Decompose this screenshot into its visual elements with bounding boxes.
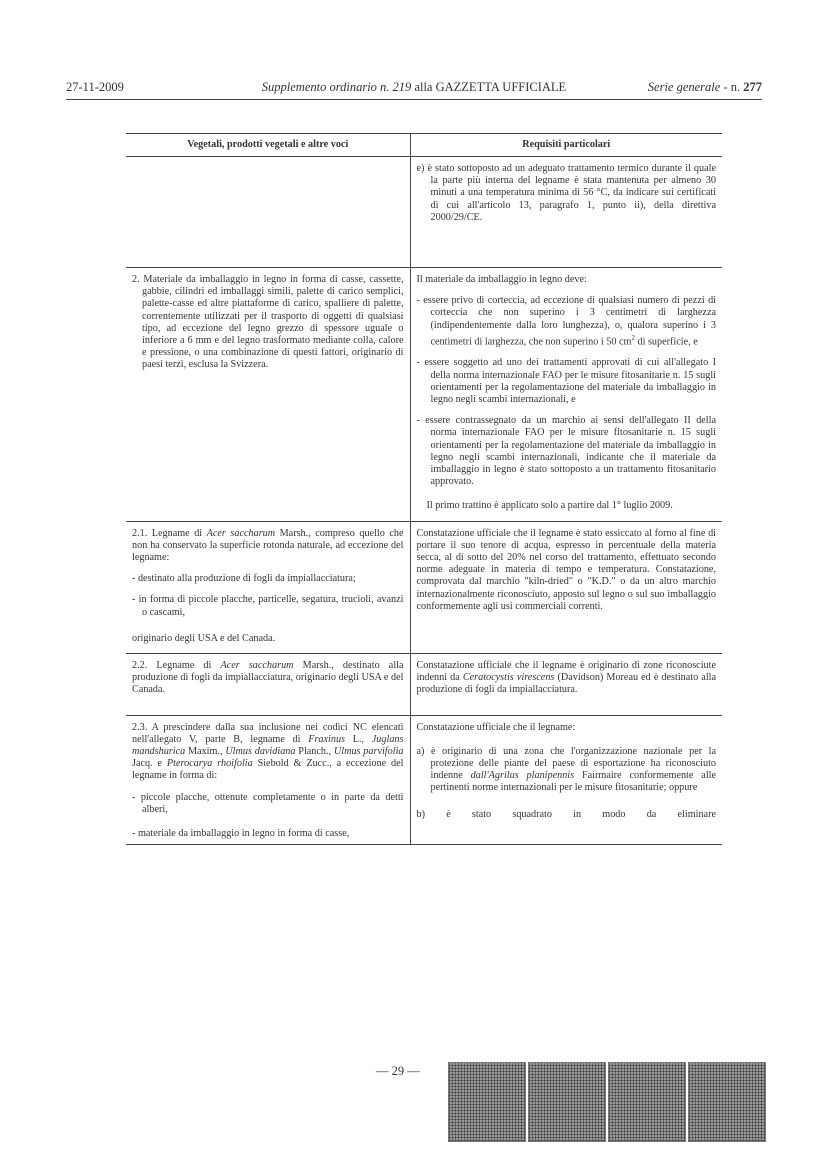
table-row [126, 521, 722, 653]
row0-right [410, 157, 722, 268]
row1-bullet1 [417, 295, 717, 348]
row1-bullet3: - essere contrassegnato da un marchio ai sensi dell'allegato II della norma internazionale FAO per le misure fitosanitarie n. 15 sugli orientamenti per la regolamentazione del materiale da imballaggio in legno negli scambi internazionali, indicante che il materiale da imballaggio in legno è stato sottoposto a un trattamento fitosanitario approvato. [416, 415, 716, 488]
row4-l-6: Siebold & Zucc., a eccezione del legname in forma di: [132, 758, 404, 782]
header-pub-rest: alla GAZZETTA UFFICIALE [411, 80, 567, 94]
row4-left-intro [132, 722, 404, 783]
header-pub-italic: Supplemento ordinario n. 219 [261, 80, 412, 94]
row1-intro: Il materiale da imballaggio in legno deve: [416, 274, 587, 285]
row4-l-5: Jacq. e [132, 758, 167, 770]
row4-right-a [417, 746, 717, 795]
row3-r-pre: Constatazione ufficiale che il legname è originario di zone riconosciute indenni da [416, 660, 716, 684]
row1-b1-sup: 2 [631, 333, 635, 342]
row4-right-intro: Constatazione ufficiale che il legname: [416, 721, 576, 733]
row2-l-post: Marsh., compreso quello che non ha conservato la superficie rotonda naturale, ad eccezione del legname: [132, 527, 404, 564]
security-pattern-3 [608, 1062, 686, 1142]
row2-l-pre: 2.1. Legname di [132, 527, 207, 539]
row4-right [410, 715, 722, 845]
row1-left-text: 2. Materiale da imballaggio in legno in forma di casse, cassette, gabbie, cilindri ed imballaggi simili, palette di carico semplici, palette-casse ed altre piattaforme di carico, spalliere di palette, correntemente utilizzati per il trasporto di oggetti di qualsiasi tipo, ad eccezione del legno grezzo di spessore uguale o inferiore a 6 mm e del legno trasformato mediante colla, calore e pressione, o una combinazione di questi fattori, originario di paesi terzi, esclusa la Svizzera. [132, 274, 404, 371]
row4-l-4: Planch., [295, 746, 334, 758]
row3-l-it: Acer saccharum [220, 660, 294, 672]
row2-left-intro [132, 528, 404, 565]
row4-r-a-pre: a) è originario di una zona che l'organizzazione nazionale per la protezione delle piante del paese di esportazione ha riconosciuto indenne [416, 745, 716, 782]
row4-l-3: Maxim., [185, 746, 226, 758]
requirements-table [126, 133, 722, 845]
page-number: — 29 — [376, 1064, 420, 1078]
row1-b1-text: - essere privo di corteccia, ad eccezione di qualsiasi numero di pezzi di corteccia che non superino i 3 centimetri di larghezza (indipendentemente dalla loro lunghezza), o, qualora superino i 3 centimetri di larghezza, che non superino i 50 cm [416, 295, 716, 348]
row4-r-a-post: Fairmaire conformemente alle pertinenti norme internazionali per le misure fitosanitarie; oppure [430, 770, 717, 794]
row4-l-it1: Fraxinus [308, 733, 346, 745]
security-pattern-4 [688, 1062, 766, 1142]
row4-l-1: 2.3. A prescindere dalla sua inclusione nei codici NC elencati nell'allegato V, parte B, legname di [132, 721, 404, 745]
row4-l-it4: Ulmus parvifolia [333, 746, 404, 758]
row4-left-bullet1: - piccole placche, ottenute completamente o in parte da detti alberi, [132, 791, 404, 815]
row3-r-it: Ceratocystis virescens [462, 672, 555, 684]
table-row [126, 157, 722, 268]
table-row [126, 715, 722, 845]
row4-right-b: b) è stato squadrato in modo da eliminare [416, 808, 716, 820]
row4-l-it2: Juglans mandshurica [132, 733, 404, 758]
row4-left-bullet2: - materiale da imballaggio in legno in forma di casse, [132, 828, 350, 840]
header-series-italic: Serie generale [647, 80, 721, 94]
row3-right [410, 654, 722, 716]
header-series [648, 80, 762, 95]
row2-left-end: originario degli USA e del Canada. [132, 632, 276, 644]
row4-r-a-it: dall'Agrilus planipennis [470, 770, 575, 782]
security-pattern-1 [448, 1062, 526, 1142]
row1-b1-post: di superficie, e [634, 336, 698, 348]
row3-left [126, 654, 410, 716]
row4-l-it3: Ulmus davidiana [225, 746, 296, 758]
table-row [126, 654, 722, 716]
row3-left-text [132, 660, 404, 697]
row1-note: Il primo trattino è applicato solo a partire dal 1° luglio 2009. [426, 500, 673, 512]
row0-left [126, 157, 410, 268]
row3-r-post: (Davidson) Moreau ed è destinato alla produzione di fogli da impiallacciatura. [416, 672, 716, 696]
row4-l-it5: Pterocarya rhoifolia [166, 758, 253, 770]
row2-left [126, 521, 410, 653]
header-rule [66, 99, 762, 100]
row4-left [126, 715, 410, 845]
row2-left-bullet2: - in forma di piccole placche, particelle, segatura, trucioli, avanzi o cascami, [132, 594, 404, 618]
header-date: 27-11-2009 [66, 80, 124, 94]
row3-l-pre: 2.2. Legname di [132, 660, 221, 672]
col1-header: Vegetali, prodotti vegetali e altre voci [126, 134, 410, 157]
table-row [126, 268, 722, 522]
header-series-rest: - n. [720, 80, 744, 94]
table-header-row [126, 134, 722, 157]
row1-right [410, 268, 722, 522]
row1-left [126, 268, 410, 522]
header-number: 277 [743, 80, 762, 94]
row3-right-text [417, 660, 717, 697]
page-header [66, 80, 762, 98]
row2-right-text: Constatazione ufficiale che il legname è stato essiccato al forno al fine di portare il suo tenore di acqua, espresso in percentuale della materia secca, al di sotto del 20% nel corso del trattamento, effettuato secondo norme adeguate in materia di tempo e temperatura. Constatazione, comprovata dal marchio "kiln-dried" o "K.D." o da un altro marchio internazionalmente riconosciuto, apposto sul legno o sul suo imballaggio conformemente agli usi commerciali correnti. [416, 527, 716, 612]
col2-header: Requisiti particolari [410, 134, 722, 157]
row4-l-2: L., [345, 733, 372, 745]
row3-l-post: Marsh., destinato alla produzione di fogli da impiallacciatura, originario degli USA e del Canada. [132, 660, 404, 696]
row1-bullet2: - essere soggetto ad uno dei trattamenti approvati di cui all'allegato I della norma internazionale FAO per le misure fitosanitarie n. 15 sugli orientamenti per la regolamentazione del materiale da imballaggio in legno negli scambi internazionali, e [416, 357, 716, 406]
row0-right-text: e) è stato sottoposto ad un adeguato trattamento termico durante il quale la parte più interna del legname è stata mantenuta per almeno 30 minuti a una temperatura minima di 56 °C, da indicare sui certificati di cui all'articolo 13, paragrafo 1, punto ii), della direttiva 2000/29/CE. [416, 163, 716, 223]
row2-l-it: Acer saccharum [206, 527, 276, 539]
row2-right [410, 521, 722, 653]
security-pattern-2 [528, 1062, 606, 1142]
row2-left-bullet1: - destinato alla produzione di fogli da impiallacciatura; [132, 573, 356, 585]
